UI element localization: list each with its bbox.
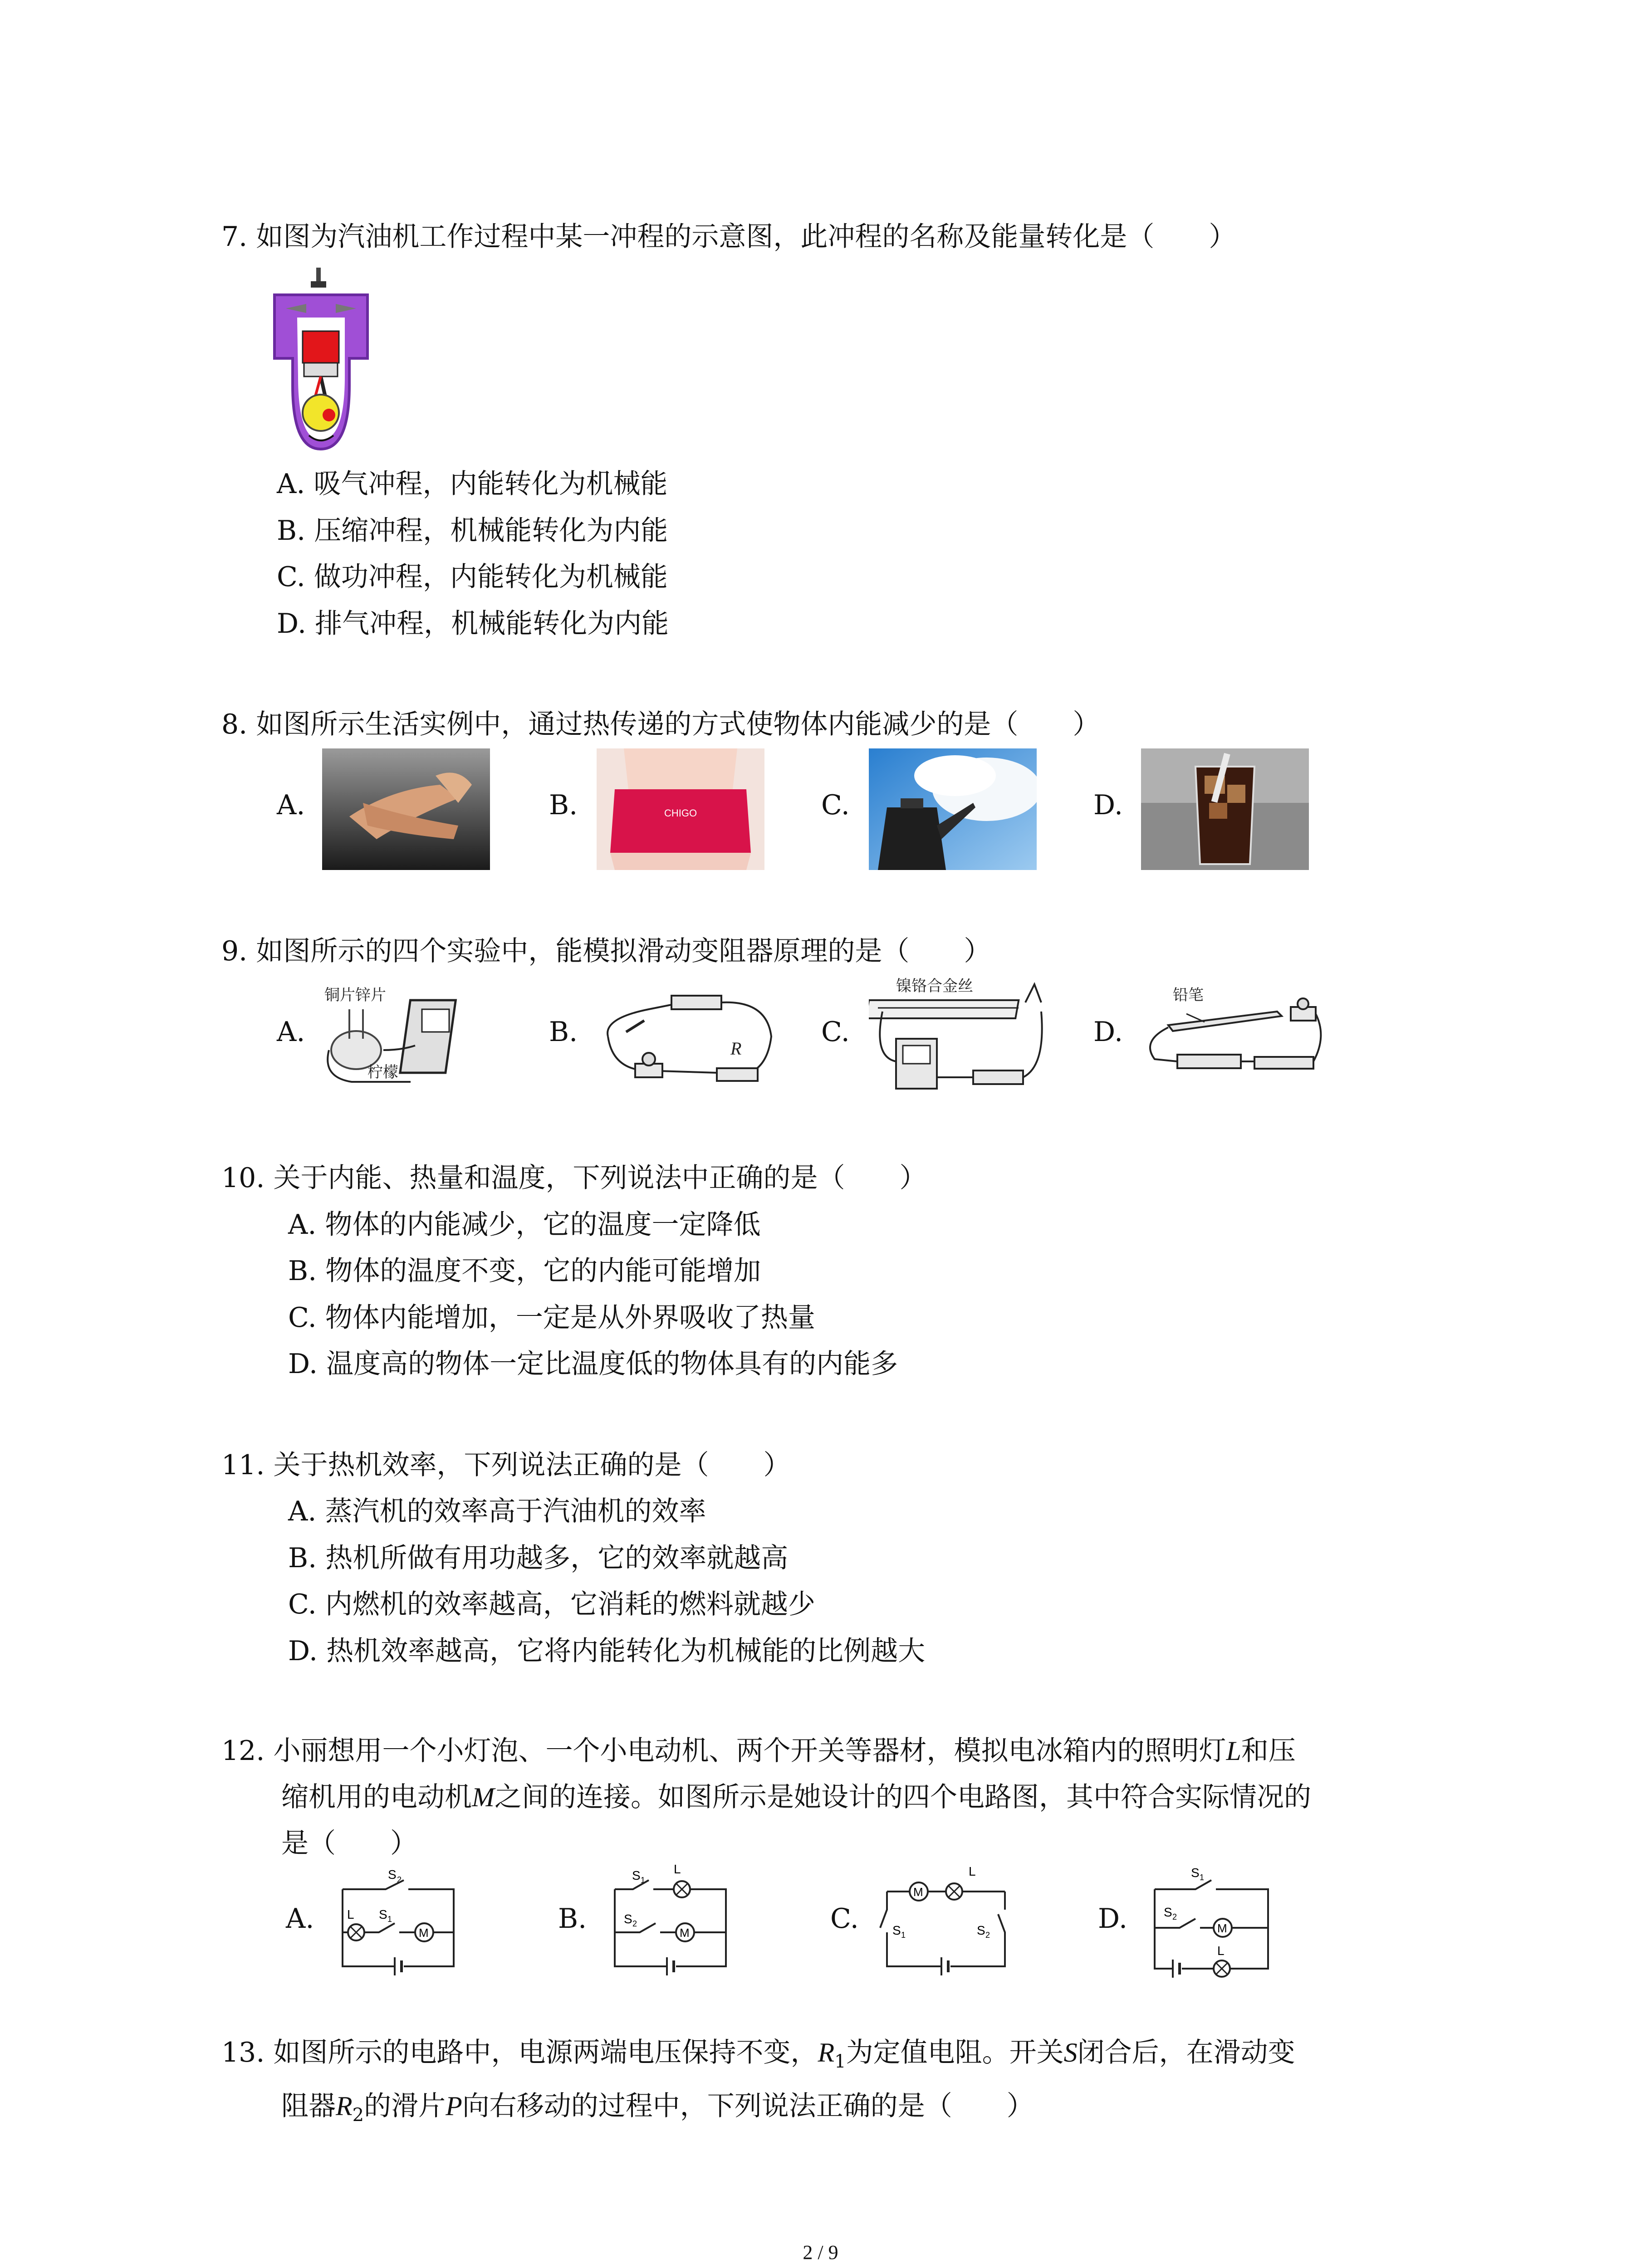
label-nichrome-wire: 镍铬合金丝 — [896, 978, 973, 995]
q8-letter-b[interactable]: B. — [549, 789, 578, 821]
circuit-b-s1-sub: 1 — [641, 1876, 646, 1885]
circuit-b-s2-sub: 2 — [632, 1919, 637, 1928]
q13-text-6: 向右移动的过程中，下列说法正确的是（ ） — [462, 2090, 1034, 2122]
label-copper-zinc: 铜片锌片 — [324, 987, 386, 1004]
question-7-stem: 7. 如图为汽油机工作过程中某一冲程的示意图，此冲程的名称及能量转化是（ ） — [221, 221, 1236, 253]
q12-text-1: 12. 小丽想用一个小灯泡、一个小电动机、两个开关等器材，模拟电冰箱内的照明灯 — [221, 1735, 1226, 1767]
engine-stroke-diagram — [265, 263, 377, 463]
q13-text-4: 阻器 — [281, 2090, 336, 2122]
q11-option-b[interactable]: B. 热机所做有用功越多，它的效率就越高 — [288, 1542, 789, 1574]
circuit-c-lamp-label: L — [969, 1864, 976, 1878]
circuit-b — [606, 1860, 735, 1978]
q10-option-a[interactable]: A. 物体的内能减少，它的温度一定降低 — [288, 1209, 761, 1241]
q13-var-s: S — [1063, 2038, 1078, 2068]
q11-option-a[interactable]: A. 蒸汽机的效率高于汽油机的效率 — [288, 1496, 706, 1527]
circuit-c-s1-label: S — [892, 1923, 901, 1937]
q13-text-1: 13. 如图所示的电路中，电源两端电压保持不变， — [221, 2037, 818, 2068]
q9-letter-d[interactable]: D. — [1093, 1016, 1123, 1048]
q8-letter-c[interactable]: C. — [821, 789, 850, 821]
label-lemon: 柠檬 — [367, 1064, 398, 1081]
q8-letter-d[interactable]: D. — [1093, 789, 1123, 821]
page-number: 2 / 9 — [803, 2241, 838, 2263]
circuit-a-s1-sub: 1 — [387, 1915, 392, 1924]
q9-letter-a[interactable]: A. — [277, 1016, 305, 1048]
question-13-stem-line-2 — [281, 2081, 1034, 2140]
circuit-d — [1146, 1860, 1277, 1982]
circuit-b-s1-label: S — [632, 1868, 641, 1882]
hand-warmer-belt-photo — [597, 748, 764, 870]
q13-var-p: P — [446, 2091, 462, 2121]
q12-letter-c[interactable]: C. — [830, 1903, 859, 1935]
q13-sub-1: 1 — [834, 2051, 846, 2072]
circuit-a-s1-label: S — [379, 1907, 387, 1921]
q11-option-d[interactable]: D. 热机效率越高，它将内能转化为机械能的比例越大 — [288, 1635, 926, 1667]
rubbing-hands-photo — [322, 748, 490, 870]
question-11-stem: 11. 关于热机效率，下列说法正确的是（ ） — [221, 1449, 791, 1481]
circuit-b-lamp-label: L — [674, 1862, 681, 1876]
q7-option-a[interactable]: A. 吸气冲程，内能转化为机械能 — [277, 468, 668, 500]
q8-letter-a[interactable]: A. — [277, 789, 305, 821]
circuit-a-lamp-label: L — [347, 1907, 354, 1921]
q10-option-b[interactable]: B. 物体的温度不变，它的内能可能增加 — [288, 1255, 761, 1287]
pencil-circuit-diagram — [1141, 982, 1327, 1086]
circuit-c-motor-label: M — [913, 1885, 923, 1899]
circuit-c — [878, 1860, 1014, 1978]
q10-option-c[interactable]: C. 物体内能增加，一定是从外界吸收了热量 — [288, 1302, 815, 1334]
label-resistor: R — [730, 1038, 742, 1059]
kettle-steam-photo — [869, 748, 1037, 870]
question-12-stem-line-3: 是（ ） — [281, 1828, 417, 1859]
circuit-d-lamp-label: L — [1217, 1944, 1225, 1958]
q13-text-5: 的滑片 — [364, 2090, 446, 2122]
lemon-battery-diagram — [324, 982, 463, 1086]
q13-var-r2: R — [336, 2091, 353, 2121]
q7-option-b[interactable]: B. 压缩冲程，机械能转化为内能 — [277, 515, 668, 547]
question-9-stem: 9. 如图所示的四个实验中，能模拟滑动变阻器原理的是（ ） — [221, 935, 991, 967]
q9-letter-c[interactable]: C. — [821, 1016, 850, 1048]
question-12-stem-line-2 — [281, 1774, 1311, 1821]
question-12-stem-line-1 — [221, 1727, 1296, 1774]
circuit-a-motor-label: M — [419, 1926, 429, 1940]
iced-drink-photo — [1141, 748, 1309, 870]
q13-text-2: 为定值电阻。开关 — [846, 2037, 1064, 2068]
circuit-c-s2-label: S — [977, 1923, 985, 1937]
q12-letter-a[interactable]: A. — [286, 1903, 314, 1935]
q7-option-c[interactable]: C. 做功冲程，内能转化为机械能 — [277, 561, 668, 593]
q12-letter-b[interactable]: B. — [558, 1903, 587, 1935]
q12-text-2: 和压 — [1241, 1735, 1296, 1767]
q13-sub-2: 2 — [352, 2105, 364, 2126]
q11-option-c[interactable]: C. 内燃机的效率越高，它消耗的燃料就越少 — [288, 1589, 815, 1620]
circuit-d-s2-sub: 2 — [1172, 1912, 1177, 1921]
label-pencil: 铅笔 — [1173, 987, 1204, 1004]
circuit-b-motor-label: M — [680, 1926, 690, 1940]
question-8-stem: 8. 如图所示生活实例中，通过热传递的方式使物体内能减少的是（ ） — [221, 709, 1100, 740]
resistor-circuit-diagram — [594, 982, 776, 1086]
question-10-stem: 10. 关于内能、热量和温度，下列说法中正确的是（ ） — [221, 1162, 927, 1194]
circuit-d-s2-label: S — [1164, 1905, 1172, 1919]
circuit-a — [333, 1864, 463, 1978]
q13-text-3: 闭合后，在滑动变 — [1077, 2037, 1295, 2068]
circuit-b-s2-label: S — [624, 1912, 632, 1926]
q12-letter-d[interactable]: D. — [1098, 1903, 1128, 1935]
q9-letter-b[interactable]: B. — [549, 1016, 578, 1048]
nichrome-wire-diagram — [869, 975, 1050, 1093]
circuit-d-s1-sub: 1 — [1200, 1873, 1205, 1882]
circuit-a-s2-sub: 2 — [397, 1875, 402, 1884]
q12-var-l: L — [1226, 1736, 1241, 1766]
circuit-c-s2-sub: 2 — [985, 1931, 990, 1940]
q10-option-d[interactable]: D. 温度高的物体一定比温度低的物体具有的内能多 — [288, 1348, 898, 1380]
circuit-d-motor-label: M — [1217, 1921, 1227, 1935]
q7-option-d[interactable]: D. 排气冲程，机械能转化为内能 — [277, 608, 669, 640]
q12-text-3: 缩机用的电动机 — [281, 1781, 472, 1813]
circuit-c-s1-sub: 1 — [901, 1931, 906, 1940]
q12-text-4: 之间的连接。如图所示是她设计的四个电路图，其中符合实际情况的 — [494, 1781, 1311, 1813]
circuit-d-s1-label: S — [1191, 1866, 1200, 1880]
circuit-a-s2-label: S — [388, 1867, 397, 1882]
q12-var-m: M — [472, 1782, 495, 1812]
belt-brand-text: CHIGO — [664, 807, 697, 819]
q13-var-r1: R — [818, 2038, 835, 2068]
question-13-stem-line-1 — [221, 2028, 1295, 2087]
